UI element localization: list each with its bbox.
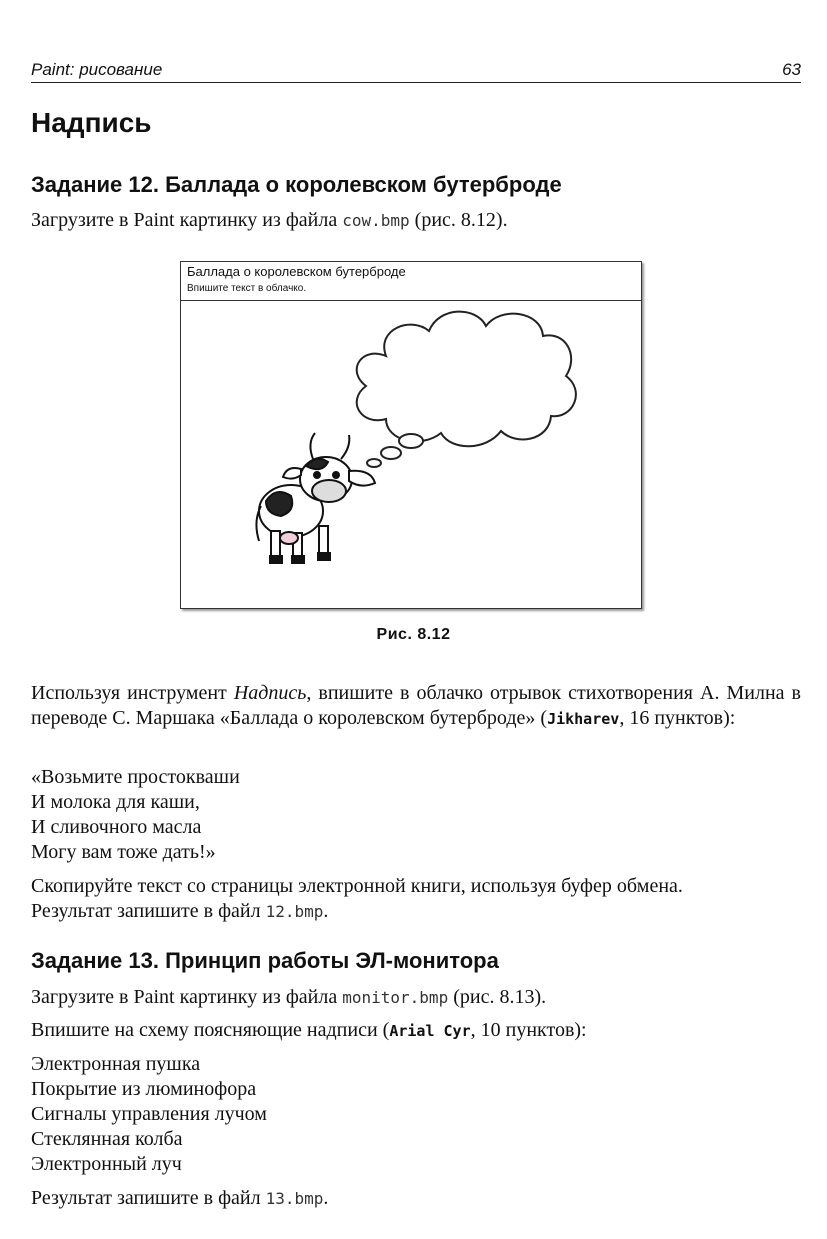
cow-illustration: [181, 301, 641, 607]
task-12-load-file: cow.bmp: [342, 211, 410, 230]
figure-caption: Рис. 8.12: [376, 626, 451, 643]
task-13-result-line: [31, 1186, 801, 1211]
poem-block: [31, 765, 801, 865]
poem-line: И сливочного масла: [31, 816, 202, 838]
list-item: Стеклянная колба: [31, 1128, 183, 1150]
task-13-result-file: 13.bmp: [265, 1189, 324, 1208]
task-13-instr-prefix: Впишите на схему поясняющие надписи (: [31, 1019, 390, 1041]
poem-line: Могу вам тоже дать!»: [31, 841, 216, 863]
task-13-instruction: [31, 1018, 801, 1044]
list-item: Покрытие из люминофора: [31, 1078, 257, 1100]
task-13-instr-font: Arial Cyr: [389, 1022, 471, 1040]
list-item: Электронная пушка: [31, 1053, 201, 1075]
task-12-instr-font: Jikharev: [547, 710, 620, 728]
task-13-load-line: [31, 985, 801, 1010]
task-12-title: Задание 12. Баллада о королевском бутерброде: [31, 172, 562, 197]
task-13-load-suffix: (рис. 8.13).: [448, 986, 547, 1008]
list-item: Электронный луч: [31, 1153, 182, 1175]
task-12-result-file: 12.bmp: [265, 902, 324, 921]
running-header-title: Paint: рисование: [31, 60, 163, 79]
section-title: Надпись: [31, 107, 152, 138]
figure-header: [181, 262, 641, 301]
task-12-result-line: [31, 899, 801, 924]
task-13-result-suffix: .: [323, 1187, 329, 1209]
list-item: Сигналы управления лучом: [31, 1103, 267, 1125]
poem-line: И молока для каши,: [31, 791, 200, 813]
running-header: [31, 58, 801, 83]
task-12-instr-middle: , впишите в облачко отрывок стихотворения А. Милна в переводе С. Маршака «Баллада о королевском бутерброде» (: [31, 682, 801, 729]
task-12-copy-line: Скопируйте текст со страницы электронной книги, используя буфер обмена.: [31, 875, 683, 897]
task-13-title: Задание 13. Принцип работы ЭЛ-монитора: [31, 948, 499, 973]
task-12-load-line: [31, 208, 801, 233]
task-12-instr-suffix: , 16 пунктов):: [619, 707, 736, 729]
task-12-instr-prefix: Используя инструмент: [31, 682, 234, 704]
task-13-result-prefix: Результат запишите в файл: [31, 1187, 266, 1209]
figure-title: Баллада о королевском бутерброде: [187, 264, 406, 279]
task-13-load-prefix: Загрузите в Paint картинку из файла: [31, 986, 343, 1008]
task-12-instruction: [31, 681, 801, 732]
task-13-labels-list: [31, 1052, 801, 1177]
figure-8-12: [180, 261, 642, 609]
figure-subtitle: Впишите текст в облачко.: [187, 283, 307, 294]
task-12-result-prefix: Результат запишите в файл: [31, 900, 266, 922]
poem-line: «Возьмите простокваши: [31, 766, 240, 788]
task-12-load-prefix: Загрузите в Paint картинку из файла: [31, 209, 343, 231]
task-12-instr-tool: Надпись: [233, 682, 307, 704]
task-13-load-file: monitor.bmp: [342, 988, 449, 1007]
page-number: 63: [782, 60, 801, 79]
cow-icon: [256, 433, 375, 563]
task-12-load-suffix: (рис. 8.12).: [409, 209, 508, 231]
thought-cloud-icon: [357, 312, 576, 467]
task-13-instr-suffix: , 10 пунктов):: [470, 1019, 587, 1041]
task-12-result-suffix: .: [323, 900, 329, 922]
